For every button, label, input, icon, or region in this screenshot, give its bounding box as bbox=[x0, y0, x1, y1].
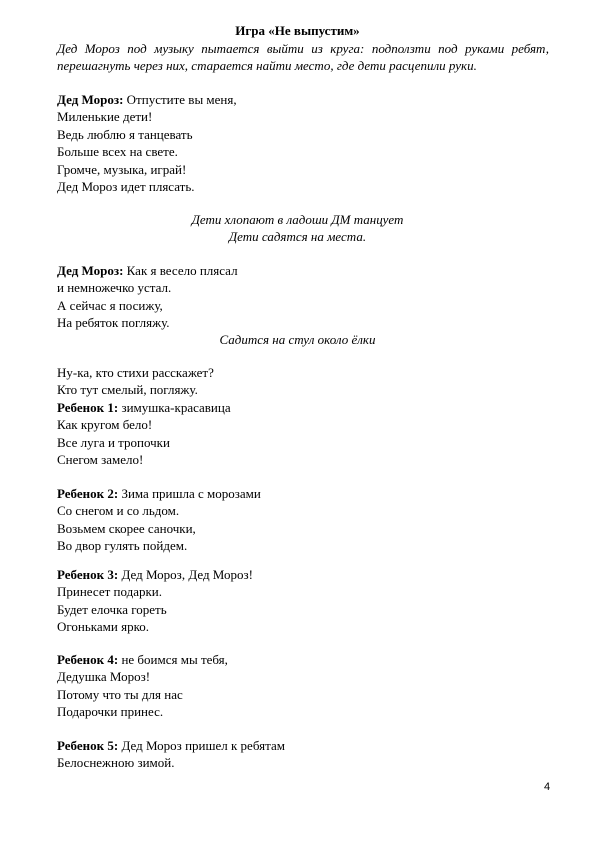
verse-block-4 bbox=[57, 485, 557, 555]
verse-line: Ребенок 5: Дед Мороз пришел к ребятам bbox=[57, 738, 285, 753]
verse-line: Кто тут смелый, погляжу. bbox=[57, 382, 198, 398]
verse-line: Потому что ты для нас bbox=[57, 686, 183, 702]
verse-line: Миленькие дети! bbox=[57, 109, 153, 125]
verse-line: Белоснежною зимой. bbox=[57, 755, 175, 771]
page-number: 4 bbox=[544, 781, 551, 793]
verse-line: Дед Мороз: Отпустите вы меня, bbox=[57, 92, 237, 107]
verse-line: На ребяток погляжу. bbox=[57, 315, 170, 331]
verse-line: Принесет подарки. bbox=[57, 584, 163, 600]
verse-block-2 bbox=[57, 262, 557, 332]
verse-line: Со снегом и со льдом. bbox=[57, 503, 180, 519]
verse-block-7 bbox=[57, 737, 557, 772]
verse-line: Как кругом бело! bbox=[57, 417, 153, 433]
verse-block-5 bbox=[57, 566, 557, 636]
verse-line: А сейчас я посижу, bbox=[57, 297, 163, 313]
verse-line: Ну-ка, кто стихи расскажет? bbox=[57, 365, 214, 380]
verse-line: Будет елочка гореть bbox=[57, 601, 167, 617]
verse-line: Громче, музыка, играй! bbox=[57, 161, 187, 177]
verse-line: Ведь люблю я танцевать bbox=[57, 126, 193, 142]
verse-block-6 bbox=[57, 651, 557, 721]
speaker-label: Ребенок 1: bbox=[57, 399, 119, 415]
verse-line: Огоньками ярко. bbox=[57, 619, 149, 635]
stage-direction-line: Садится на стул около ёлки bbox=[219, 332, 376, 347]
stage-direction-line: Дети хлопают в ладоши ДМ танцует bbox=[191, 212, 404, 227]
page-title: Игра «Не выпустим» bbox=[235, 23, 360, 38]
speaker-label: Ребенок 3: bbox=[57, 567, 119, 582]
verse-line: Ребенок 4: не боимся мы тебя, bbox=[57, 652, 228, 667]
speaker-label: Ребенок 4: bbox=[57, 652, 119, 667]
speaker-label: Дед Мороз: bbox=[57, 92, 124, 107]
verse-line: Дед Мороз: Как я весело плясал bbox=[57, 263, 238, 278]
stage-direction-line: Дети садятся на места. bbox=[228, 229, 367, 244]
verse-line: Дед Мороз идет плясать. bbox=[57, 179, 195, 195]
verse-block-3 bbox=[57, 364, 557, 468]
verse-line: Все луга и тропочки bbox=[57, 434, 170, 450]
intro-stage-direction: Дед Мороз под музыку пытается выйти из круга: подползти под руками ребят, перешагнуть через них, старается найти место, где дети расцепили руки. bbox=[57, 41, 549, 73]
verse-line: Ребенок 1: зимушка-красавица bbox=[57, 399, 231, 415]
verse-line: Снегом замело! bbox=[57, 452, 144, 468]
verse-line: Во двор гулять пойдем. bbox=[57, 538, 188, 554]
verse-block-1 bbox=[57, 91, 557, 195]
speaker-label: Дед Мороз: bbox=[57, 263, 124, 278]
verse-line: и немножечко устал. bbox=[57, 280, 172, 296]
verse-line: Дедушка Мороз! bbox=[57, 669, 151, 685]
verse-line: Возьмем скорее саночки, bbox=[57, 520, 196, 536]
speaker-label: Ребенок 5: bbox=[57, 738, 119, 753]
speaker-label: Ребенок 2: bbox=[57, 486, 119, 501]
verse-line: Ребенок 2: Зима пришла с морозами bbox=[57, 486, 261, 501]
verse-line: Ребенок 3: Дед Мороз, Дед Мороз! bbox=[57, 567, 254, 582]
verse-line: Больше всех на свете. bbox=[57, 144, 178, 160]
verse-line: Подарочки принес. bbox=[57, 704, 164, 720]
